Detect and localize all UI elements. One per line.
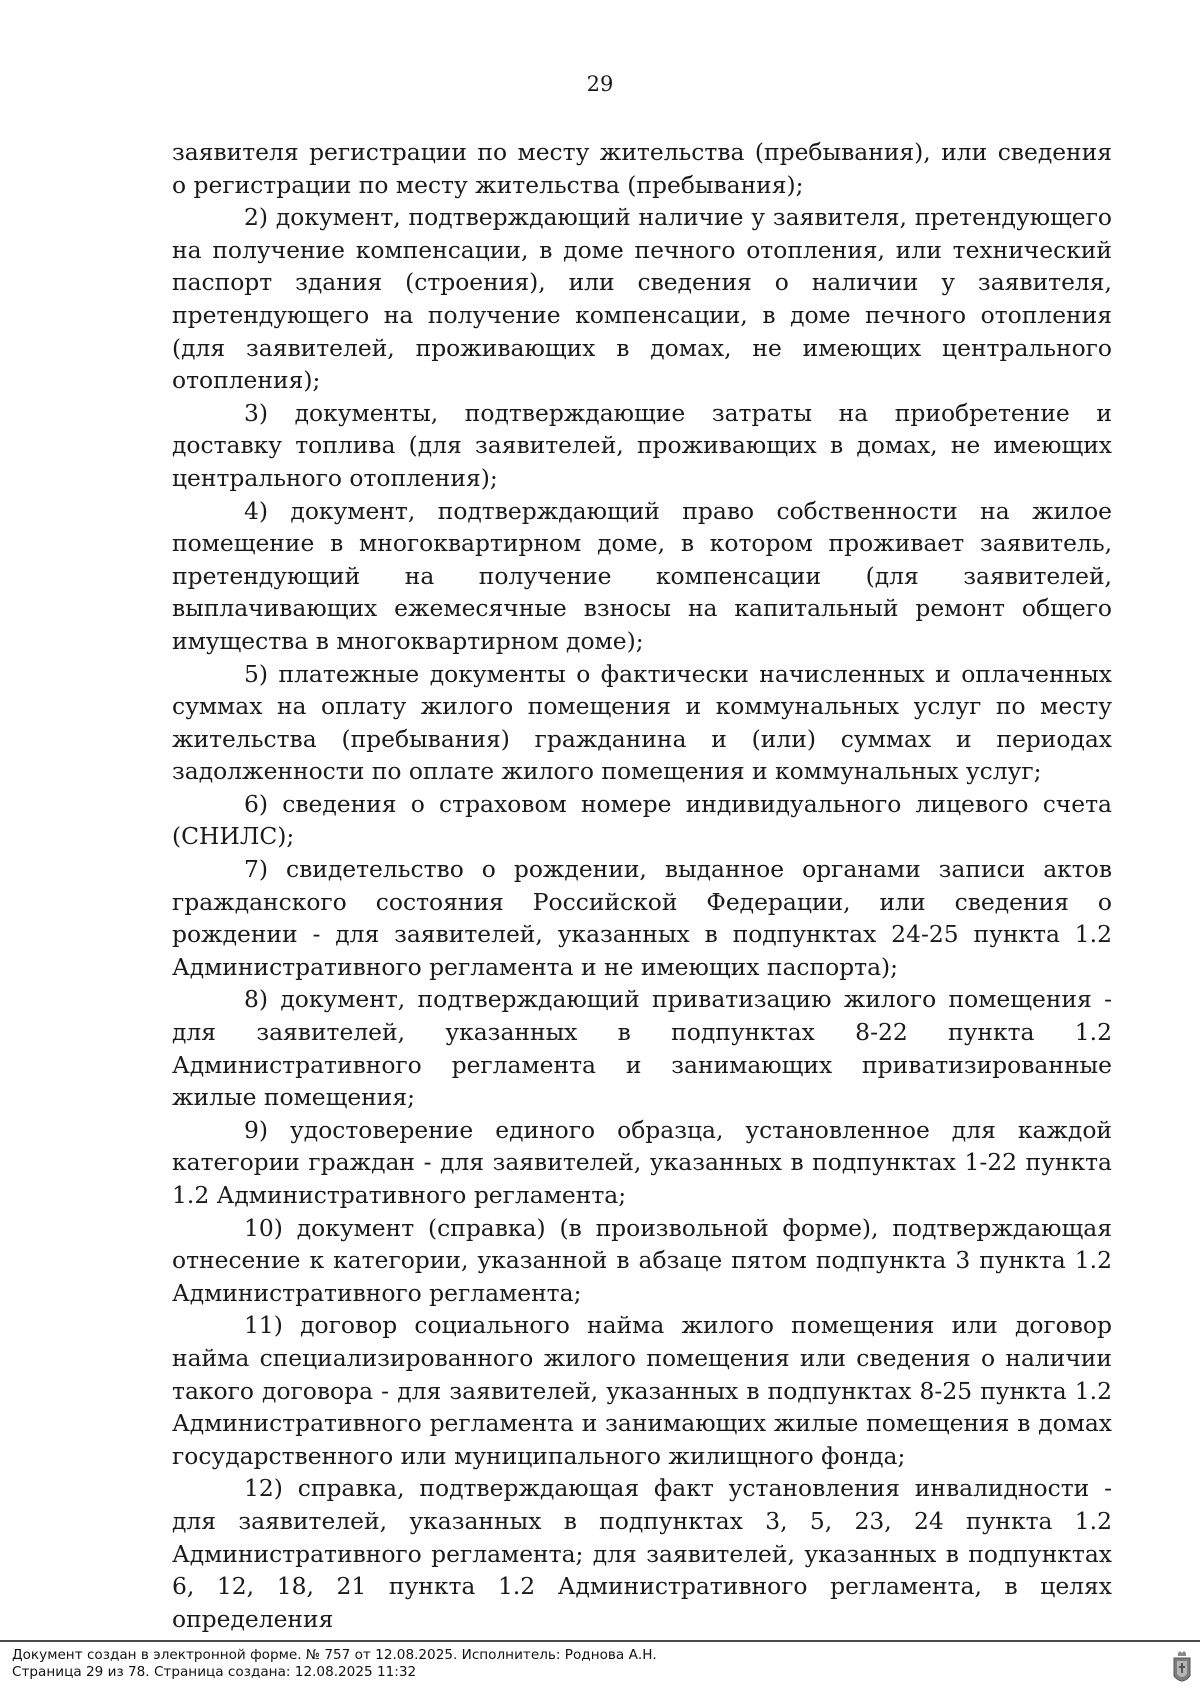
paragraph: 2) документ, подтверждающий наличие у заявителя, претендующего на получение компенсации, в доме печного отопления, или технический паспорт здания (строения), или сведения о наличии у заявителя, претендующего на получение компенсации, в доме печного отопления (для заявителей, проживающих в домах, не имеющих центрального отопления); bbox=[172, 203, 1112, 395]
footer-document-info: Документ создан в электронной форме. № 757 от 12.08.2025. Исполнитель: Роднова А.Н. bbox=[12, 1647, 657, 1663]
paragraph: 6) сведения о страховом номере индивидуального лицевого счета (СНИЛС); bbox=[172, 789, 1112, 851]
footer-page-info: Страница 29 из 78. Страница создана: 12.08.2025 11:32 bbox=[12, 1664, 417, 1680]
paragraph: 3) документы, подтверждающие затраты на приобретение и доставку топлива (для заявителей, проживающих в домах, не имеющих центрального отопления); bbox=[172, 398, 1112, 492]
paragraph: 12) справка, подтверждающая факт установления инвалидности - для заявителей, указанных в подпунктах 3, 5, 23, 24 пункта 1.2 Административного регламента; для заявителей, указанных в подпунктах 6, 12, 18, 21 пункта 1.2 Административного регламента, в целях определения bbox=[172, 1474, 1112, 1633]
paragraph: 8) документ, подтверждающий приватизацию жилого помещения - для заявителей, указанных в подпунктах 8-22 пункта 1.2 Административного регламента и занимающих приватизированные жилые помещения; bbox=[172, 985, 1112, 1112]
paragraph: 7) свидетельство о рождении, выданное органами записи актов гражданского состояния Российской Федерации, или сведения о рождении - для заявителей, указанных в подпунктах 24-25 пункта 1.2 Административного регламента и не имеющих паспорта); bbox=[172, 855, 1112, 981]
footer-metadata bbox=[12, 1647, 657, 1681]
paragraph: 4) документ, подтверждающий право собственности на жилое помещение в многоквартирном доме, в котором проживает заявитель, претендующий на получение компенсации (для заявителей, выплачивающих ежемесячные взносы на капитальный ремонт общего имущества в многоквартирном доме); bbox=[172, 496, 1112, 655]
footer-divider bbox=[0, 1640, 1200, 1642]
document-body bbox=[172, 136, 1112, 1635]
page-number: 29 bbox=[586, 72, 614, 96]
paragraph: 10) документ (справка) (в произвольной форме), подтверждающая отнесение к категории, указанной в абзаце пятом подпункта 3 пункта 1.2 Административного регламента; bbox=[172, 1213, 1112, 1307]
paragraph: 5) платежные документы о фактически начисленных и оплаченных суммах на оплату жилого помещения и коммунальных услуг по месту жительства (пребывания) гражданина и (или) суммах и периодах задолженности по оплате жилого помещения и коммунальных услуг; bbox=[172, 659, 1112, 786]
paragraph: 11) договор социального найма жилого помещения или договор найма специализированного жилого помещения или сведения о наличии такого договора - для заявителей, указанных в подпунктах 8-25 пункта 1.2 Административного регламента и занимающих жилые помещения в домах государственного или муниципального жилищного фонда; bbox=[172, 1311, 1112, 1470]
paragraph: заявителя регистрации по месту жительства (пребывания), или сведения о регистрации по месту жительства (пребывания); bbox=[172, 138, 1112, 199]
coat-of-arms-icon bbox=[1171, 1650, 1193, 1688]
paragraph: 9) удостоверение единого образца, установленное для каждой категории граждан - для заявителей, указанных в подпунктах 1-22 пункта 1.2 Административного регламента; bbox=[172, 1115, 1112, 1209]
